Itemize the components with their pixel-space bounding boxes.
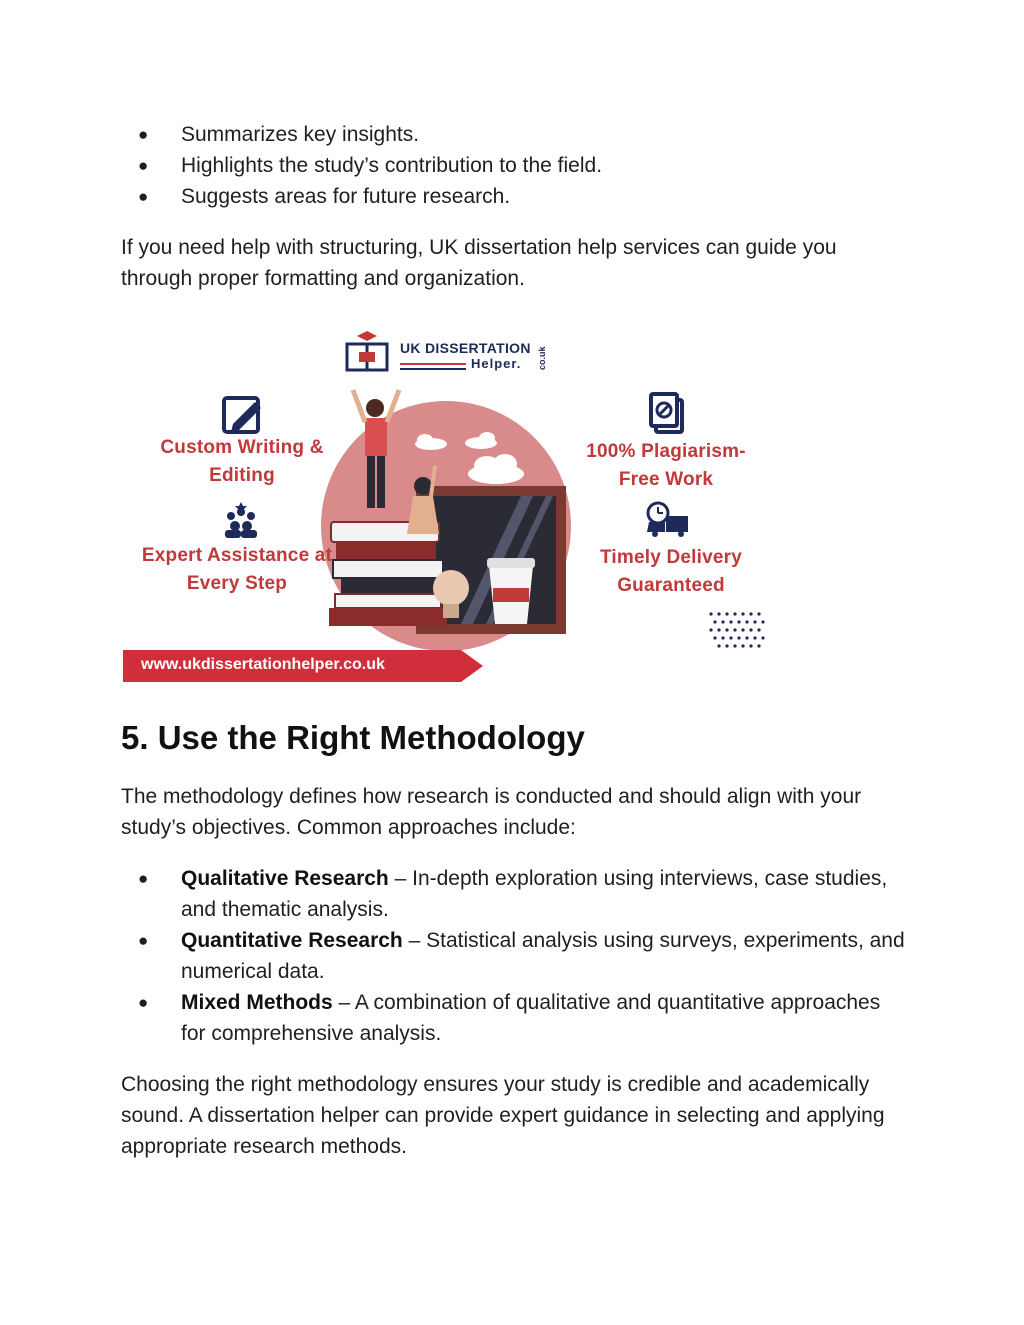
edit-icon: [224, 398, 261, 432]
method-term: Quantitative Research: [181, 929, 403, 952]
bullet-icon: ●: [138, 869, 149, 888]
bullet-icon: ●: [138, 931, 149, 950]
method-description: – Statistical analysis using surveys, experiments, and numerical data.: [181, 929, 905, 983]
methods-bullet-list: [138, 863, 908, 1049]
method-term: Qualitative Research: [181, 867, 389, 890]
methodology-intro-paragraph: The methodology defines how research is conducted and should align with your study’s objectives. Common approaches include:: [121, 785, 862, 839]
services-infographic: [121, 326, 781, 686]
logo-title: UK DISSERTATION: [400, 340, 531, 356]
study-scene-illustration: [321, 390, 571, 651]
list-item: ● Highlights the study’s contribution to the field.: [138, 150, 908, 181]
feature-expert-assistance: Expert Assistance at Every Step: [141, 545, 333, 594]
list-item: [138, 987, 908, 1049]
bullet-icon: ●: [138, 125, 149, 144]
method-term: Mixed Methods: [181, 991, 333, 1014]
list-item: ● Suggests areas for future research.: [138, 181, 908, 212]
feature-timely-delivery: Timely Delivery Guaranteed: [599, 547, 743, 596]
list-item: ● Summarizes key insights.: [138, 119, 908, 150]
logo-subtitle: Helper.: [471, 356, 522, 371]
list-item: [138, 925, 908, 987]
bullet-icon: ●: [138, 156, 149, 175]
bullet-icon: ●: [138, 993, 149, 1012]
feature-custom-writing: Custom Writing & Editing: [160, 437, 324, 486]
list-item: [138, 863, 908, 925]
bullet-icon: ●: [138, 187, 149, 206]
dot-pattern-decoration: [709, 612, 764, 647]
website-url: www.ukdissertationhelper.co.uk: [141, 656, 385, 673]
document-check-icon: [651, 394, 682, 432]
method-description: – A combination of qualitative and quantitative approaches for comprehensive analysis.: [181, 991, 881, 1045]
team-icon: [225, 502, 257, 538]
feature-plagiarism-free: 100% Plagiarism-Free Work: [586, 441, 746, 490]
logo-book-icon: [347, 331, 387, 370]
summary-bullet-list: [138, 119, 908, 212]
delivery-truck-icon: [647, 503, 688, 537]
closing-paragraph: Choosing the right methodology ensures your study is credible and academically sound. A dissertation helper can provide expert guidance in selecting and applying appropriate research methods.: [121, 1073, 885, 1158]
infographic-artwork: [121, 326, 781, 686]
logo-domain: co.uk: [537, 346, 547, 370]
intro-paragraph: If you need help with structuring, UK dissertation help services can guide you through proper formatting and organization.: [121, 236, 837, 290]
method-description: – In-depth exploration using interviews, case studies, and thematic analysis.: [181, 867, 888, 921]
section-heading: 5. Use the Right Methodology: [121, 719, 585, 756]
